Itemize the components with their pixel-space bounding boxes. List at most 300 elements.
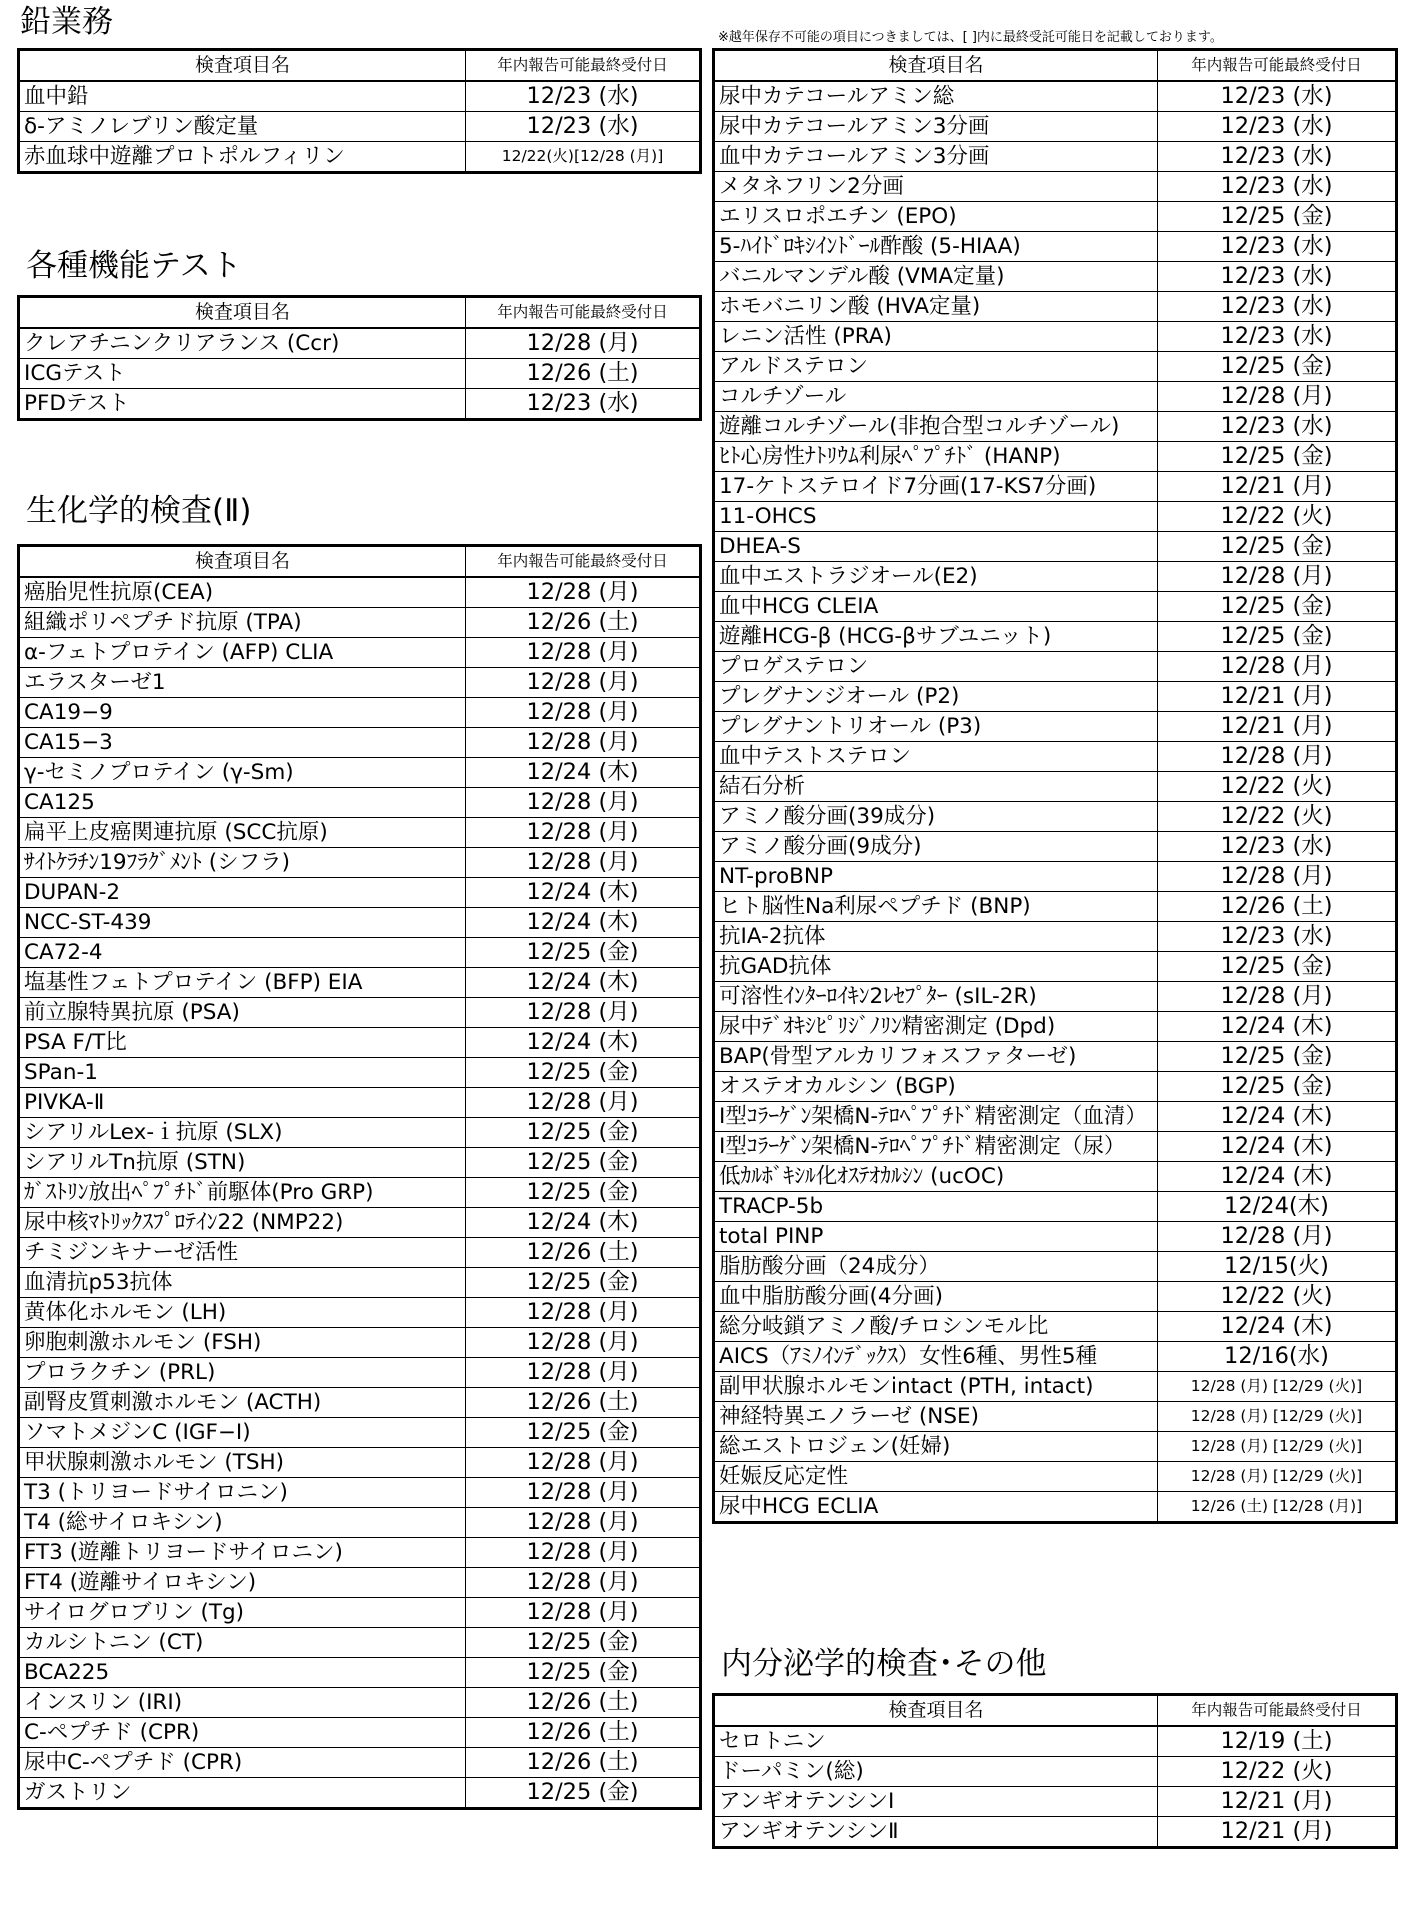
table-row (19, 1418, 701, 1448)
deadline-date: 12/23 (水) (1158, 292, 1397, 322)
table-biochem (17, 544, 702, 1810)
test-name: 尿中HCG ECLIA (714, 1492, 1158, 1523)
test-name: NCC-ST-439 (19, 908, 466, 938)
test-name: C-ペプチド (CPR) (19, 1718, 466, 1748)
test-name: 尿中核ﾏﾄﾘｯｸｽﾌﾟﾛﾃｲﾝ22 (NMP22) (19, 1208, 466, 1238)
test-name: 総分岐鎖アミノ酸/チロシンモル比 (714, 1312, 1158, 1342)
table-row (714, 652, 1397, 682)
section-title-lead: 鉛業務 (20, 4, 113, 40)
test-name: Ⅰ型ｺﾗｰｹﾞﾝ架橋N-ﾃﾛﾍﾟﾌﾟﾁﾄﾞ精密測定（血清） (714, 1102, 1158, 1132)
table-row (19, 1568, 701, 1598)
table-row (714, 1222, 1397, 1252)
table-row (19, 1628, 701, 1658)
table-row (19, 758, 701, 788)
deadline-date: 12/25 (金) (466, 1778, 701, 1809)
deadline-date: 12/24 (木) (466, 908, 701, 938)
section-title-function: 各種機能テスト (26, 248, 242, 284)
test-name: アルドステロン (714, 352, 1158, 382)
table-row (19, 968, 701, 998)
deadline-date: 12/24 (木) (466, 878, 701, 908)
table-row (19, 1508, 701, 1538)
deadline-date: 12/25 (金) (466, 1418, 701, 1448)
test-name: 甲状腺刺激ホルモン (TSH) (19, 1448, 466, 1478)
deadline-date: 12/28 (月) (466, 328, 701, 359)
test-name: 脂肪酸分画（24成分） (714, 1252, 1158, 1282)
test-name: 11-OHCS (714, 502, 1158, 532)
test-name: CA72-4 (19, 938, 466, 968)
table-row (714, 1432, 1397, 1462)
deadline-date: 12/24 (木) (1158, 1162, 1397, 1192)
table-row (714, 472, 1397, 502)
deadline-date: 12/21 (月) (1158, 712, 1397, 742)
test-name: γ-セミノプロテイン (γ-Sm) (19, 758, 466, 788)
deadline-date: 12/28 (月) (466, 1478, 701, 1508)
deadline-date: 12/28 (月) (466, 818, 701, 848)
table-row (714, 262, 1397, 292)
deadline-date: 12/28 (月) (1158, 562, 1397, 592)
deadline-date: 12/28 (月) (1158, 982, 1397, 1012)
test-name: ソマトメジンC (IGF−Ⅰ) (19, 1418, 466, 1448)
deadline-date: 12/23 (水) (1158, 262, 1397, 292)
test-name: ヒト脳性Na利尿ペプチド (BNP) (714, 892, 1158, 922)
table-row (19, 1178, 701, 1208)
test-name: FT3 (遊離トリヨードサイロニン) (19, 1538, 466, 1568)
test-name: 扁平上皮癌関連抗原 (SCC抗原) (19, 818, 466, 848)
deadline-date: 12/26 (土) (466, 359, 701, 389)
test-name: 血中カテコールアミン3分画 (714, 142, 1158, 172)
deadline-date: 12/23 (水) (1158, 922, 1397, 952)
test-name: 17-ケトステロイド7分画(17-KS7分画) (714, 472, 1158, 502)
test-name: ｶﾞｽﾄﾘﾝ放出ﾍﾟﾌﾟﾁﾄﾞ前駆体(Pro GRP) (19, 1178, 466, 1208)
table-row (19, 668, 701, 698)
deadline-date: 12/25 (金) (1158, 592, 1397, 622)
table-row (19, 1118, 701, 1148)
table-row (19, 938, 701, 968)
test-name: 尿中ﾃﾞｵｷｼﾋﾟﾘｼﾞﾉﾘﾝ精密測定 (Dpd) (714, 1012, 1158, 1042)
table-row (19, 1598, 701, 1628)
header-date-col: 年内報告可能最終受付日 (466, 50, 701, 82)
test-name: α-フェトプロテイン (AFP) CLIA (19, 638, 466, 668)
table-row (19, 1088, 701, 1118)
deadline-date: 12/28 (月) (466, 788, 701, 818)
table-header-row (714, 1695, 1397, 1727)
table-row (19, 848, 701, 878)
table-row (714, 892, 1397, 922)
table-row (19, 1448, 701, 1478)
table-row (19, 1478, 701, 1508)
test-name: メタネフリン2分画 (714, 172, 1158, 202)
table-lead (17, 48, 702, 174)
test-name: BAP(骨型アルカリフォスファターゼ) (714, 1042, 1158, 1072)
deadline-date: 12/22 (火) (1158, 502, 1397, 532)
table-row (714, 232, 1397, 262)
deadline-date: 12/23 (水) (466, 112, 701, 142)
table-row (714, 1462, 1397, 1492)
deadline-date: 12/28 (月) (466, 728, 701, 758)
deadline-date: 12/25 (金) (466, 1628, 701, 1658)
deadline-date: 12/28 (月) (1158, 652, 1397, 682)
test-name: シアリルLex-ｉ抗原 (SLX) (19, 1118, 466, 1148)
table-row (19, 608, 701, 638)
deadline-date: 12/28 (月) (466, 577, 701, 608)
table-endocrine (712, 1693, 1398, 1849)
deadline-date: 12/25 (金) (1158, 622, 1397, 652)
table-row (714, 1012, 1397, 1042)
table-row (19, 728, 701, 758)
table-row (714, 412, 1397, 442)
table-row (714, 1817, 1397, 1848)
deadline-date: 12/23 (水) (1158, 81, 1397, 112)
table-row (714, 1252, 1397, 1282)
deadline-date: 12/28 (月) (466, 1568, 701, 1598)
deadline-date: 12/24 (木) (466, 1208, 701, 1238)
test-name: 副腎皮質刺激ホルモン (ACTH) (19, 1388, 466, 1418)
table-row (714, 172, 1397, 202)
deadline-date: 12/23 (水) (466, 81, 701, 112)
table-header-row (19, 297, 701, 329)
table-row (714, 202, 1397, 232)
test-name: インスリン (IRI) (19, 1688, 466, 1718)
table-row (19, 698, 701, 728)
table-row (19, 1298, 701, 1328)
table-row (714, 562, 1397, 592)
table-right (712, 48, 1398, 1524)
table-row (19, 328, 701, 359)
deadline-date: 12/28 (月) [12/29 (火)] (1158, 1462, 1397, 1492)
table-row (714, 1102, 1397, 1132)
table-row (714, 1042, 1397, 1072)
test-name: 尿中C-ペプチド (CPR) (19, 1748, 466, 1778)
deadline-date: 12/24 (木) (1158, 1102, 1397, 1132)
test-name: CA125 (19, 788, 466, 818)
table-row (19, 1688, 701, 1718)
deadline-date: 12/24 (木) (1158, 1312, 1397, 1342)
table-row (714, 502, 1397, 532)
table-row (19, 818, 701, 848)
test-name: FT4 (遊離サイロキシン) (19, 1568, 466, 1598)
table-row (19, 1538, 701, 1568)
header-name-col: 検査項目名 (19, 297, 466, 329)
table-row (714, 142, 1397, 172)
deadline-date: 12/28 (月) (466, 1538, 701, 1568)
test-name: アンギオテンシンⅠ (714, 1787, 1158, 1817)
table-row (19, 1268, 701, 1298)
table-row (19, 1238, 701, 1268)
deadline-date: 12/28 (月) [12/29 (火)] (1158, 1402, 1397, 1432)
test-name: アンギオテンシンⅡ (714, 1817, 1158, 1848)
deadline-date: 12/24(木) (1158, 1192, 1397, 1222)
table-row (714, 532, 1397, 562)
deadline-date: 12/26 (土) (466, 1718, 701, 1748)
test-name: カルシトニン (CT) (19, 1628, 466, 1658)
table-row (19, 788, 701, 818)
table-row (19, 142, 701, 173)
test-name: T3 (トリヨードサイロニン) (19, 1478, 466, 1508)
table-row (714, 322, 1397, 352)
table-row (714, 1402, 1397, 1432)
deadline-date: 12/28 (月) (466, 638, 701, 668)
table-row (19, 1778, 701, 1809)
deadline-date: 12/23 (水) (1158, 322, 1397, 352)
deadline-date: 12/25 (金) (1158, 1072, 1397, 1102)
deadline-date: 12/28 (月) (466, 1448, 701, 1478)
deadline-date: 12/24 (木) (466, 968, 701, 998)
deadline-date: 12/28 (月) (1158, 742, 1397, 772)
test-name: 可溶性ｲﾝﾀｰﾛｲｷﾝ2ﾚｾﾌﾟﾀｰ (sIL-2R) (714, 982, 1158, 1012)
table-row (19, 112, 701, 142)
test-name: 尿中カテコールアミン総 (714, 81, 1158, 112)
deadline-date: 12/23 (水) (1158, 112, 1397, 142)
deadline-date: 12/25 (金) (1158, 352, 1397, 382)
table-row (19, 878, 701, 908)
table-row (19, 1748, 701, 1778)
test-name: 妊娠反応定性 (714, 1462, 1158, 1492)
table-row (19, 81, 701, 112)
deadline-date: 12/16(水) (1158, 1342, 1397, 1372)
test-name: セロトニン (714, 1726, 1158, 1757)
table-header-row (714, 50, 1397, 82)
table-row (714, 442, 1397, 472)
table-row (714, 1492, 1397, 1523)
header-name-col: 検査項目名 (714, 1695, 1158, 1727)
table-row (714, 862, 1397, 892)
deadline-date: 12/25 (金) (466, 938, 701, 968)
header-name-col: 検査項目名 (714, 50, 1158, 82)
test-name: バニルマンデル酸 (VMA定量) (714, 262, 1158, 292)
deadline-date: 12/25 (金) (466, 1178, 701, 1208)
deadline-date: 12/23 (水) (1158, 412, 1397, 442)
deadline-date: 12/26 (土) (1158, 892, 1397, 922)
deadline-date: 12/23 (水) (1158, 172, 1397, 202)
deadline-date: 12/23 (水) (1158, 142, 1397, 172)
table-header-row (19, 50, 701, 82)
test-name: 副甲状腺ホルモンintact (PTH, intact) (714, 1372, 1158, 1402)
test-name: NT-proBNP (714, 862, 1158, 892)
test-name: ICGテスト (19, 359, 466, 389)
table-row (714, 982, 1397, 1012)
deadline-date: 12/23 (水) (1158, 232, 1397, 262)
deadline-date: 12/25 (金) (466, 1268, 701, 1298)
test-name: チミジンキナーゼ活性 (19, 1238, 466, 1268)
test-name: T4 (総サイロキシン) (19, 1508, 466, 1538)
deadline-date: 12/26 (土) (466, 1388, 701, 1418)
test-name: アミノ酸分画(39成分) (714, 802, 1158, 832)
test-name: 5-ﾊｲﾄﾞﾛｷｼｲﾝﾄﾞｰﾙ酢酸 (5-HIAA) (714, 232, 1158, 262)
table-row (714, 352, 1397, 382)
deadline-date: 12/28 (月) (1158, 382, 1397, 412)
table-row (714, 1342, 1397, 1372)
test-name: エラスターゼ1 (19, 668, 466, 698)
deadline-date: 12/28 (月) (1158, 1222, 1397, 1252)
test-name: SPan-1 (19, 1058, 466, 1088)
test-name: エリスロポエチン (EPO) (714, 202, 1158, 232)
test-name: 抗IA-2抗体 (714, 922, 1158, 952)
table-row (714, 922, 1397, 952)
table-row (714, 592, 1397, 622)
deadline-date: 12/24 (木) (1158, 1012, 1397, 1042)
deadline-date: 12/25 (金) (466, 1058, 701, 1088)
deadline-date: 12/26 (土) (466, 1748, 701, 1778)
test-name: プロゲステロン (714, 652, 1158, 682)
table-row (19, 908, 701, 938)
table-row (714, 1192, 1397, 1222)
table-row (19, 638, 701, 668)
test-name: PFDテスト (19, 389, 466, 420)
table-row (19, 998, 701, 1028)
test-name: CA15−3 (19, 728, 466, 758)
table-row (714, 712, 1397, 742)
header-date-col: 年内報告可能最終受付日 (1158, 1695, 1397, 1727)
section-title-biochem: 生化学的検査(Ⅱ) (26, 493, 252, 529)
deadline-date: 12/24 (木) (466, 1028, 701, 1058)
table-row (714, 1787, 1397, 1817)
table-row (19, 389, 701, 420)
deadline-date: 12/28 (月) (466, 998, 701, 1028)
test-name: プロラクチン (PRL) (19, 1358, 466, 1388)
deadline-date: 12/28 (月) (466, 848, 701, 878)
test-name: ガストリン (19, 1778, 466, 1809)
test-name: PSA F/T比 (19, 1028, 466, 1058)
test-name: 黄体化ホルモン (LH) (19, 1298, 466, 1328)
test-name: 低ｶﾙﾎﾞｷｼﾙ化ｵｽﾃｵｶﾙｼﾝ (ucOC) (714, 1162, 1158, 1192)
deadline-date: 12/22(火)[12/28 (月)] (466, 142, 701, 173)
test-name: 神経特異エノラーゼ (NSE) (714, 1402, 1158, 1432)
deadline-date: 12/19 (土) (1158, 1726, 1397, 1757)
deadline-date: 12/28 (月) (466, 698, 701, 728)
table-row (19, 1058, 701, 1088)
test-name: 血中脂肪酸分画(4分画) (714, 1282, 1158, 1312)
test-name: 結石分析 (714, 772, 1158, 802)
test-name: 赤血球中遊離プロトポルフィリン (19, 142, 466, 173)
table-row (714, 1282, 1397, 1312)
deadline-date: 12/25 (金) (1158, 202, 1397, 232)
test-name: オステオカルシン (BGP) (714, 1072, 1158, 1102)
table-row (714, 802, 1397, 832)
table-row (714, 682, 1397, 712)
test-name: アミノ酸分画(9成分) (714, 832, 1158, 862)
deadline-date: 12/28 (月) (466, 1298, 701, 1328)
deadline-date: 12/28 (月) (1158, 862, 1397, 892)
test-name: CA19−9 (19, 698, 466, 728)
test-name: プレグナンジオール (P2) (714, 682, 1158, 712)
test-name: AICS（ｱﾐﾉｲﾝﾃﾞｯｸｽ）女性6種、男性5種 (714, 1342, 1158, 1372)
test-name: total PINP (714, 1222, 1158, 1252)
table-row (714, 1312, 1397, 1342)
test-name: ﾋﾄ心房性ﾅﾄﾘｳﾑ利尿ﾍﾟﾌﾟﾁﾄﾞ (HANP) (714, 442, 1158, 472)
test-name: 遊離HCG-β (HCG-βサブユニット) (714, 622, 1158, 652)
deadline-date: 12/21 (月) (1158, 1817, 1397, 1848)
test-name: BCA225 (19, 1658, 466, 1688)
table-row (19, 1148, 701, 1178)
deadline-date: 12/25 (金) (1158, 1042, 1397, 1072)
deadline-date: 12/24 (木) (466, 758, 701, 788)
test-name: DUPAN-2 (19, 878, 466, 908)
table-row (714, 81, 1397, 112)
deadline-date: 12/25 (金) (466, 1148, 701, 1178)
table-row (19, 1658, 701, 1688)
deadline-date: 12/22 (火) (1158, 1757, 1397, 1787)
test-name: ｻｲﾄｹﾗﾁﾝ19ﾌﾗｸﾞﾒﾝﾄ (シフラ) (19, 848, 466, 878)
deadline-date: 12/28 (月) (466, 668, 701, 698)
test-name: 血中鉛 (19, 81, 466, 112)
deadline-date: 12/26 (土) (466, 1238, 701, 1268)
deadline-date: 12/28 (月) [12/29 (火)] (1158, 1372, 1397, 1402)
table-row (714, 1132, 1397, 1162)
test-name: PIVKA-Ⅱ (19, 1088, 466, 1118)
header-name-col: 検査項目名 (19, 50, 466, 82)
table-header-row (19, 546, 701, 578)
test-name: サイログロブリン (Tg) (19, 1598, 466, 1628)
table-row (19, 577, 701, 608)
deadline-date: 12/25 (金) (1158, 952, 1397, 982)
deadline-date: 12/26 (土) (466, 1688, 701, 1718)
table-row (714, 1726, 1397, 1757)
test-name: ドーパミン(総) (714, 1757, 1158, 1787)
deadline-date: 12/21 (月) (1158, 472, 1397, 502)
table-row (714, 292, 1397, 322)
section-title-endocrine: 内分泌学的検査･その他 (721, 1646, 1047, 1682)
test-name: シアリルTn抗原 (STN) (19, 1148, 466, 1178)
deadline-date: 12/28 (月) [12/29 (火)] (1158, 1432, 1397, 1462)
deadline-date: 12/22 (火) (1158, 802, 1397, 832)
test-name: コルチゾール (714, 382, 1158, 412)
deadline-date: 12/21 (月) (1158, 682, 1397, 712)
test-name: プレグナントリオール (P3) (714, 712, 1158, 742)
test-name: クレアチニンクリアランス (Ccr) (19, 328, 466, 359)
table-row (714, 382, 1397, 412)
test-name: Ⅰ型ｺﾗｰｹﾞﾝ架橋N-ﾃﾛﾍﾟﾌﾟﾁﾄﾞ精密測定（尿） (714, 1132, 1158, 1162)
test-name: 前立腺特異抗原 (PSA) (19, 998, 466, 1028)
test-name: 癌胎児性抗原(CEA) (19, 577, 466, 608)
test-name: 血中エストラジオール(E2) (714, 562, 1158, 592)
deadline-date: 12/28 (月) (466, 1328, 701, 1358)
table-row (19, 1208, 701, 1238)
deadline-date: 12/23 (水) (466, 389, 701, 420)
header-date-col: 年内報告可能最終受付日 (466, 297, 701, 329)
deadline-date: 12/26 (土) [12/28 (月)] (1158, 1492, 1397, 1523)
deadline-date: 12/25 (金) (466, 1658, 701, 1688)
test-name: 総エストロジェン(妊婦) (714, 1432, 1158, 1462)
header-date-col: 年内報告可能最終受付日 (466, 546, 701, 578)
table-row (714, 112, 1397, 142)
table-row (19, 1718, 701, 1748)
test-name: 卵胞刺激ホルモン (FSH) (19, 1328, 466, 1358)
table-row (19, 1028, 701, 1058)
test-name: TRACP-5b (714, 1192, 1158, 1222)
deadline-date: 12/24 (木) (1158, 1132, 1397, 1162)
table-row (714, 1072, 1397, 1102)
test-name: 尿中カテコールアミン3分画 (714, 112, 1158, 142)
table-row (19, 1388, 701, 1418)
deadline-date: 12/25 (金) (1158, 442, 1397, 472)
test-name: DHEA-S (714, 532, 1158, 562)
deadline-date: 12/22 (火) (1158, 1282, 1397, 1312)
deadline-date: 12/25 (金) (466, 1118, 701, 1148)
header-name-col: 検査項目名 (19, 546, 466, 578)
table-row (714, 952, 1397, 982)
test-name: ホモバニリン酸 (HVA定量) (714, 292, 1158, 322)
deadline-date: 12/28 (月) (466, 1088, 701, 1118)
test-name: 抗GAD抗体 (714, 952, 1158, 982)
deadline-date: 12/22 (火) (1158, 772, 1397, 802)
test-name: 血中テストステロン (714, 742, 1158, 772)
deadline-date: 12/28 (月) (466, 1598, 701, 1628)
table-function (17, 295, 702, 421)
test-name: 血中HCG CLEIA (714, 592, 1158, 622)
table-row (19, 1358, 701, 1388)
test-name: 血清抗p53抗体 (19, 1268, 466, 1298)
table-row (19, 1328, 701, 1358)
